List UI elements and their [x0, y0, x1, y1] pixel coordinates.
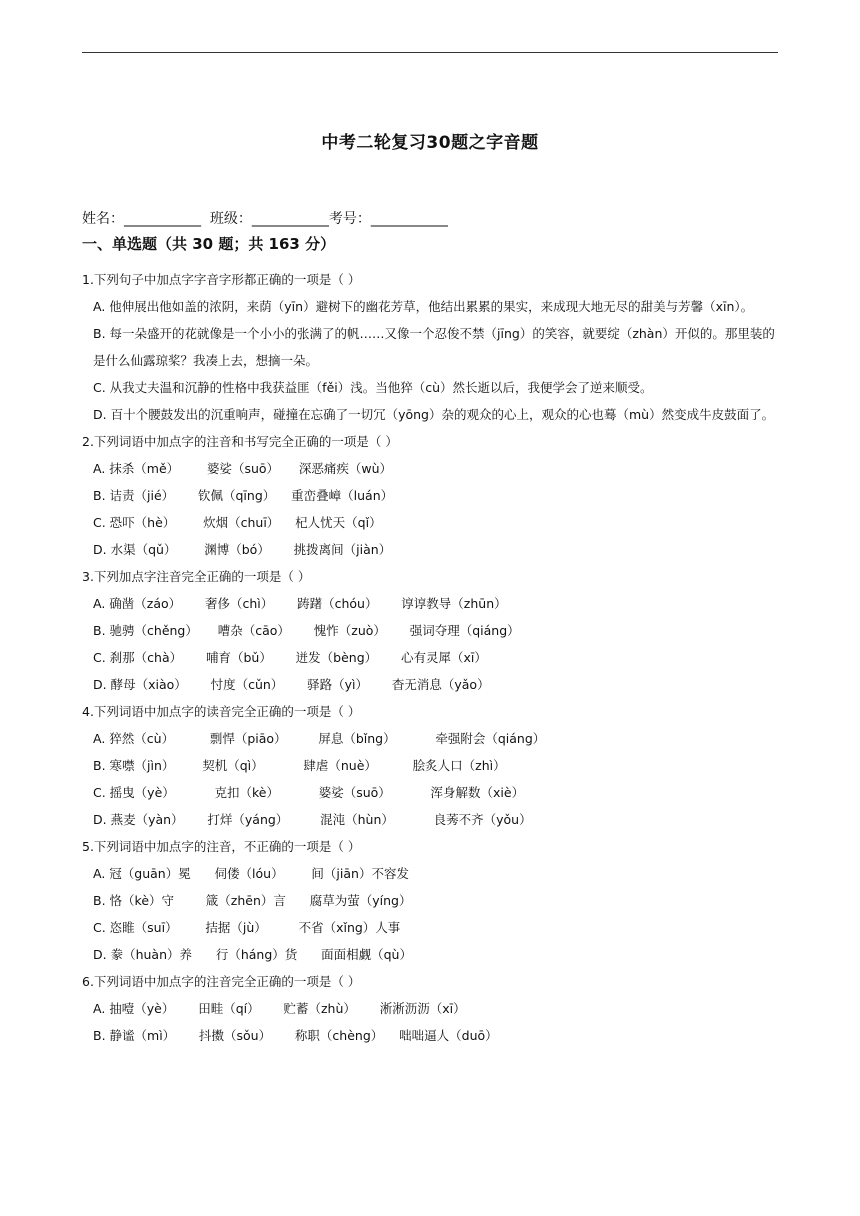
header-rule: [82, 52, 778, 53]
question-3: [82, 563, 782, 698]
question-stem: 1.下列句子中加点字字音字形都正确的一项是（ ）: [82, 272, 361, 287]
option-d: D. 燕麦（yàn） 打烊（yáng） 混沌（hùn） 良莠不齐（yǒu）: [93, 812, 532, 827]
option-b: B. 静谧（mì） 抖擞（sǒu） 称职（chèng） 咄咄逼人（duō）: [93, 1028, 498, 1043]
option-a: A. 冠（guān）冕 伺偻（lóu） 间（jiān）不容发: [93, 866, 409, 881]
option-d: D. 酵母（xiào） 忖度（cǔn） 驿路（yì） 杳无消息（yǎo）: [93, 677, 490, 692]
option-a: A. 猝然（cù） 剽悍（piāo） 屏息（bǐng） 牵强附会（qiáng）: [93, 731, 546, 746]
option-a: A. 确凿（záo） 奢侈（chì） 踌躇（chóu） 谆谆教导（zhūn）: [93, 596, 507, 611]
option-c: C. 摇曳（yè） 克扣（kè） 婆娑（suō） 浑身解数（xiè）: [93, 785, 525, 800]
question-stem: 2.下列词语中加点字的注音和书写完全正确的一项是（ ）: [82, 434, 398, 449]
option-d: D. 豢（huàn）养 行（háng）货 面面相觑（qù）: [93, 947, 412, 962]
question-6: [82, 968, 782, 1049]
option-c: C. 恐吓（hè） 炊烟（chuī） 杞人忧天（qǐ）: [93, 515, 382, 530]
option-a: A. 他伸展出他如盖的浓阴，来荫（yīn）避树下的幽花芳草，他结出累累的果实，来成现大地无尽的甜美与芳馨（xīn）。: [93, 299, 754, 314]
option-b: B. 驰骋（chěng） 嘈杂（cāo） 愧怍（zuò） 强词夺理（qiáng）: [93, 623, 520, 638]
option-b: B. 诘责（jié） 钦佩（qīng） 重峦叠嶂（luán）: [93, 488, 394, 503]
option-d: D. 百十个腰鼓发出的沉重响声，碰撞在忘确了一切冗（yōng）杂的观众的心上，观众的心也蓦（mù）然变成牛皮鼓面了。: [93, 407, 775, 422]
option-a: A. 抽噎（yè） 田畦（qí） 贮蓄（zhù） 淅淅沥沥（xī）: [93, 1001, 466, 1016]
option-b: B. 恪（kè）守 箴（zhēn）言 腐草为萤（yíng）: [93, 893, 412, 908]
question-list: [82, 266, 782, 1049]
question-stem: 3.下列加点字注音完全正确的一项是（ ）: [82, 569, 311, 584]
option-b: B. 每一朵盛开的花就像是一个小小的张满了的帆……又像一个忍俊不禁（jīng）的笑容，就要绽（zhàn）开似的。那里装的是什么仙露琼桨？我凑上去，想摘一朵。: [93, 326, 775, 368]
question-stem: 4.下列词语中加点字的读音完全正确的一项是（ ）: [82, 704, 361, 719]
option-d: D. 水渠（qǔ） 渊博（bó） 挑拨离间（jiàn）: [93, 542, 392, 557]
question-stem: 5.下列词语中加点字的注音，不正确的一项是（ ）: [82, 839, 361, 854]
section-heading: 一、单选题（共 30 题；共 163 分）: [82, 235, 336, 253]
question-5: [82, 833, 782, 968]
question-2: [82, 428, 782, 563]
option-a: A. 抹杀（mě） 婆娑（suō） 深恶痛疾（wù）: [93, 461, 393, 476]
option-b: B. 寒噤（jìn） 契机（qì） 肆虐（nuè） 脍炙人口（zhì）: [93, 758, 506, 773]
option-c: C. 刹那（chà） 哺育（bǔ） 迸发（bèng） 心有灵犀（xī）: [93, 650, 487, 665]
question-4: [82, 698, 782, 833]
question-1: [82, 266, 782, 428]
option-c: C. 从我丈夫温和沉静的性格中我获益匪（fěi）浅。当他猝（cù）然长逝以后，我便学会了逆来顺受。: [93, 380, 653, 395]
option-c: C. 恣睢（suī） 拮据（jù） 不省（xǐng）人事: [93, 920, 401, 935]
page-title: 中考二轮复习30题之字音题: [321, 133, 539, 153]
student-info-line: 姓名：___________ 班级：___________考号：___________: [82, 211, 448, 227]
question-stem: 6.下列词语中加点字的注音完全正确的一项是（ ）: [82, 974, 361, 989]
